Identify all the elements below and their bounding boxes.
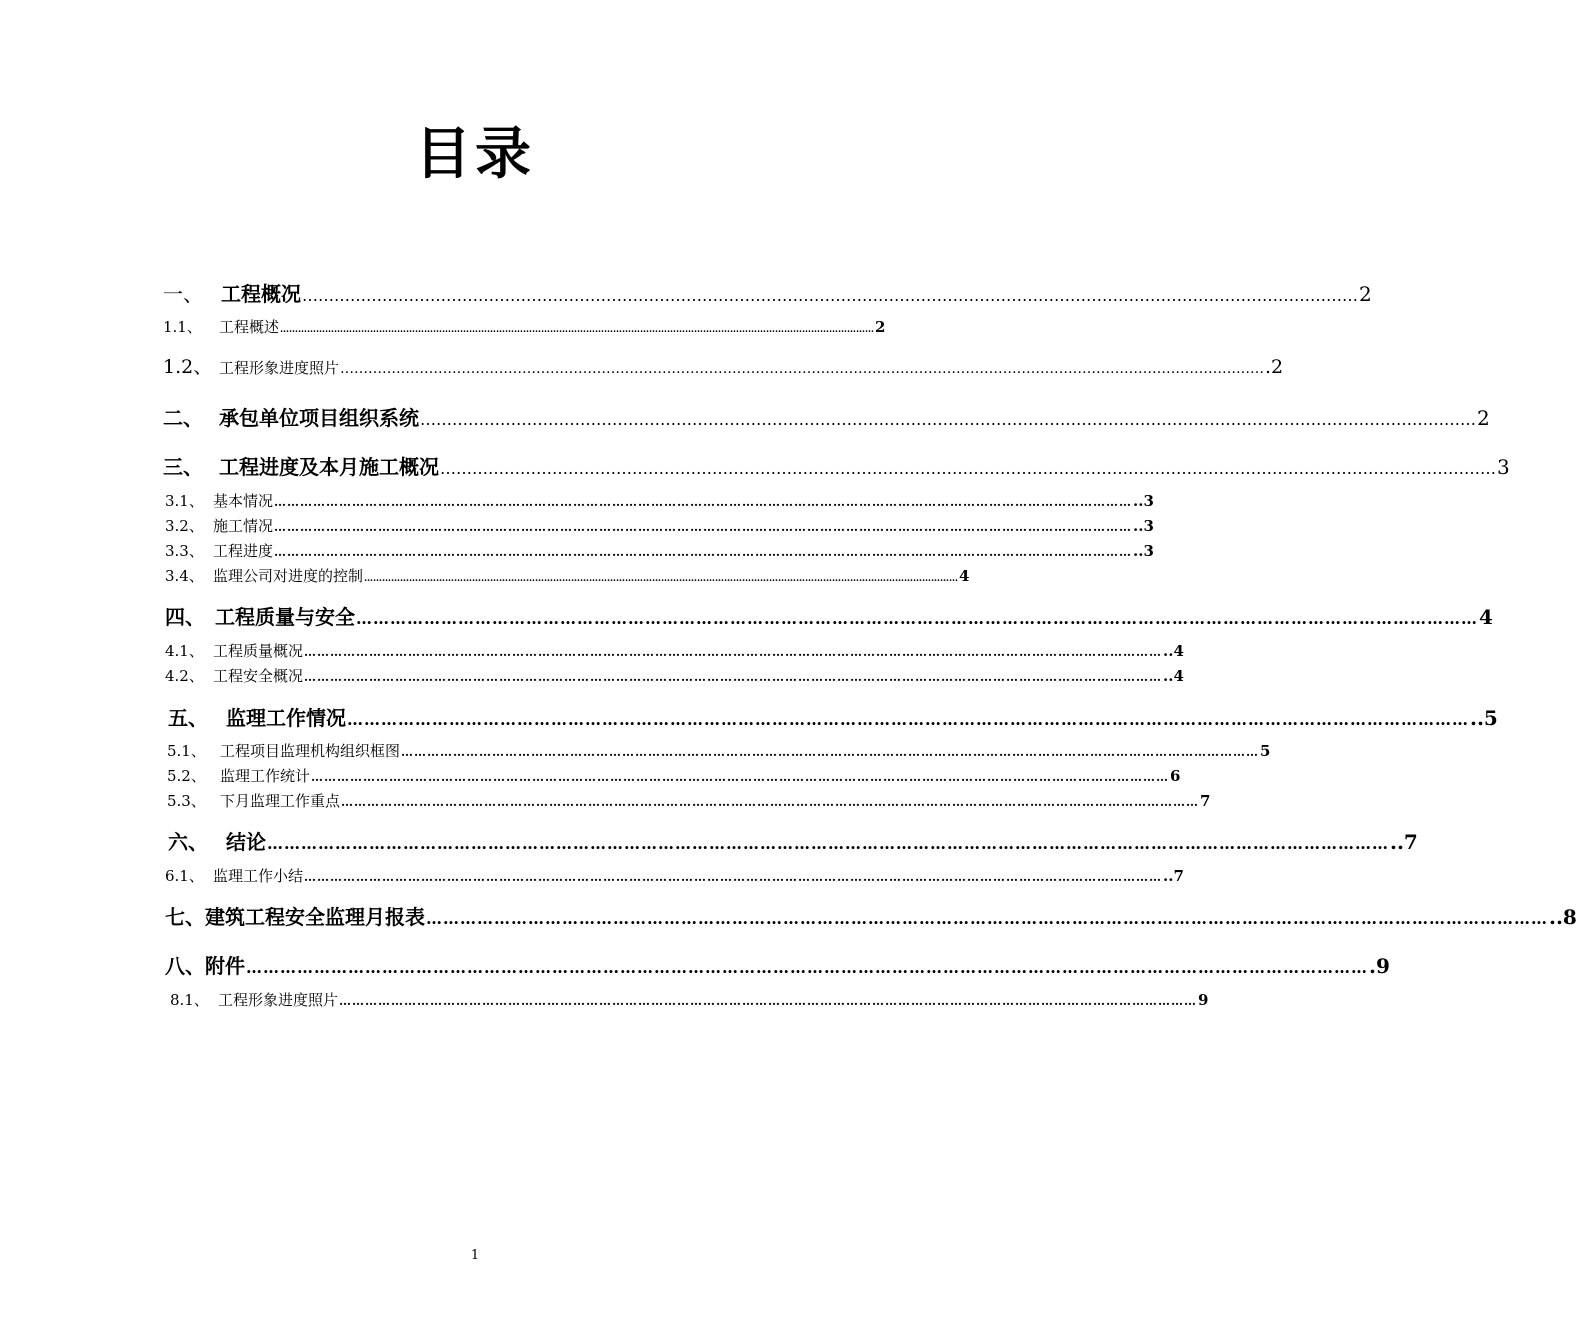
toc-number: 五、 bbox=[168, 706, 208, 730]
toc-page: ..3 bbox=[1133, 517, 1154, 535]
toc-label: 工程质量与安全 bbox=[215, 605, 355, 629]
toc-page: 2 bbox=[1359, 282, 1372, 306]
toc-leader: ……………………………………………………………………………………………………………………………………………………………………………… bbox=[426, 909, 1548, 928]
toc-entry-3[interactable] bbox=[163, 451, 1510, 480]
toc-label: 附件 bbox=[205, 954, 245, 978]
toc-number: 七、 bbox=[165, 905, 205, 929]
toc-number: 二、 bbox=[163, 406, 203, 430]
toc-label: 工程概况 bbox=[221, 282, 301, 306]
toc-entry-6-1[interactable] bbox=[165, 865, 1184, 886]
toc-number: 3.4、 bbox=[165, 567, 204, 585]
toc-entry-3-2[interactable] bbox=[165, 515, 1154, 536]
toc-page: 2 bbox=[1477, 406, 1490, 430]
toc-number: 八、 bbox=[165, 954, 205, 978]
toc-entry-3-1[interactable] bbox=[165, 490, 1154, 511]
toc-label: 监理工作小结 bbox=[213, 867, 304, 885]
toc-page: 2 bbox=[875, 318, 886, 336]
toc-number: 三、 bbox=[163, 455, 203, 479]
toc-label: 结论 bbox=[226, 830, 266, 854]
toc-label: 承包单位项目组织系统 bbox=[219, 406, 419, 430]
toc-label: 工程安全概况 bbox=[213, 667, 304, 685]
page-title: 目录 bbox=[415, 121, 535, 187]
toc-number: 3.2、 bbox=[165, 517, 204, 535]
toc-entry-3-3[interactable] bbox=[165, 540, 1154, 561]
toc-leader: ……………………………………………………………………………………………………………………………………………………………………………… bbox=[341, 795, 1200, 809]
toc-entry-4-1[interactable] bbox=[165, 640, 1184, 661]
toc-leader: ……………………………………………………………………………………………………………………………………………………………………………… bbox=[339, 994, 1198, 1008]
toc-page: 4 bbox=[1479, 605, 1493, 629]
toc-leader: ……………………………………………………………………………………………………………………………………………………………………………… bbox=[302, 286, 1358, 305]
toc-entry-1-1[interactable] bbox=[163, 316, 886, 337]
toc-entry-4-2[interactable] bbox=[165, 665, 1184, 686]
toc-number: 1.2、 bbox=[163, 356, 213, 378]
toc-page: 9 bbox=[1198, 991, 1209, 1009]
toc-label: 监理公司对进度的控制 bbox=[213, 567, 364, 585]
toc-number: 4.1、 bbox=[165, 642, 204, 660]
toc-entry-5[interactable] bbox=[168, 702, 1498, 731]
toc-number: 6.1、 bbox=[165, 867, 204, 885]
toc-leader: ……………………………………………………………………………………………………………………………………………………………………………… bbox=[304, 670, 1163, 684]
toc-number: 5.3、 bbox=[167, 792, 206, 810]
toc-label: 工程概述 bbox=[219, 318, 280, 336]
toc-entry-1[interactable] bbox=[163, 278, 1372, 307]
toc-page: .2 bbox=[1265, 356, 1284, 378]
toc-number: 3.1、 bbox=[165, 492, 204, 510]
toc-leader: ……………………………………………………………………………………………………………………………………………………………………………… bbox=[340, 361, 1265, 377]
toc-leader: ……………………………………………………………………………………………………………………………………………………………………………… bbox=[311, 770, 1170, 784]
toc-page: ..3 bbox=[1133, 492, 1154, 510]
toc-entry-8[interactable] bbox=[165, 950, 1390, 979]
toc-page: 5 bbox=[1260, 742, 1271, 760]
toc-entry-1-2[interactable] bbox=[163, 352, 1284, 379]
toc-number: 5.1、 bbox=[167, 742, 206, 760]
toc-page: 7 bbox=[1200, 792, 1211, 810]
toc-page: 3 bbox=[1497, 455, 1510, 479]
toc-leader: ……………………………………………………………………………………………………………………………………………………………………………… bbox=[356, 609, 1478, 628]
toc-entry-5-2[interactable] bbox=[167, 765, 1181, 786]
toc-page: ..8 bbox=[1549, 905, 1577, 929]
toc-label: 监理工作统计 bbox=[220, 767, 311, 785]
toc-leader: ……………………………………………………………………………………………………………………………………………………………………………… bbox=[304, 645, 1163, 659]
toc-page: ..3 bbox=[1133, 542, 1154, 560]
toc-leader: ……………………………………………………………………………………………………………………………………………………………………………… bbox=[420, 410, 1476, 429]
toc-number: 5.2、 bbox=[167, 767, 206, 785]
toc-label: 工程形象进度照片 bbox=[219, 359, 340, 377]
toc-entry-6[interactable] bbox=[168, 826, 1418, 855]
toc-leader: ……………………………………………………………………………………………………………………………………………………………………………… bbox=[246, 958, 1368, 977]
toc-leader: ……………………………………………………………………………………………………………………………………………………………………………… bbox=[274, 545, 1133, 559]
toc-label: 工程进度及本月施工概况 bbox=[219, 455, 439, 479]
toc-leader: ……………………………………………………………………………………………………………………………………………………………………………… bbox=[401, 745, 1260, 759]
toc-label: 下月监理工作重点 bbox=[220, 792, 341, 810]
toc-entry-5-1[interactable] bbox=[167, 740, 1271, 761]
toc-entry-2[interactable] bbox=[163, 402, 1490, 431]
page-number: 1 bbox=[470, 1248, 480, 1263]
toc-page: ..4 bbox=[1163, 642, 1184, 660]
toc-leader: ……………………………………………………………………………………………………………………………………………………………………………… bbox=[304, 870, 1163, 884]
toc-entry-7[interactable] bbox=[165, 901, 1577, 930]
toc-entry-3-4[interactable] bbox=[165, 565, 970, 586]
toc-label: 工程形象进度照片 bbox=[218, 991, 339, 1009]
toc-leader: ……………………………………………………………………………………………………………………………………………………………………………… bbox=[280, 325, 875, 335]
toc-number: 六、 bbox=[168, 830, 208, 854]
toc-label: 基本情况 bbox=[213, 492, 274, 510]
toc-page: ..7 bbox=[1163, 867, 1184, 885]
toc-leader: ……………………………………………………………………………………………………………………………………………………………………………… bbox=[274, 495, 1133, 509]
toc-page: ..5 bbox=[1470, 706, 1498, 730]
toc-label: 工程质量概况 bbox=[213, 642, 304, 660]
toc-entry-8-1[interactable] bbox=[170, 989, 1209, 1010]
toc-label: 施工情况 bbox=[213, 517, 274, 535]
toc-leader: ……………………………………………………………………………………………………………………………………………………………………………… bbox=[364, 574, 959, 584]
toc-label: 监理工作情况 bbox=[226, 706, 346, 730]
toc-page: .9 bbox=[1369, 954, 1390, 978]
toc-label: 建筑工程安全监理月报表 bbox=[205, 905, 425, 929]
toc-page: 4 bbox=[959, 567, 970, 585]
toc-page: ..4 bbox=[1163, 667, 1184, 685]
toc-number: 3.3、 bbox=[165, 542, 204, 560]
toc-number: 8.1、 bbox=[170, 991, 209, 1009]
toc-page: 6 bbox=[1170, 767, 1181, 785]
toc-leader: ……………………………………………………………………………………………………………………………………………………………………………… bbox=[274, 520, 1133, 534]
toc-number: 1.1、 bbox=[163, 318, 202, 336]
toc-leader: ……………………………………………………………………………………………………………………………………………………………………………… bbox=[347, 710, 1469, 729]
toc-number: 4.2、 bbox=[165, 667, 204, 685]
toc-leader: ……………………………………………………………………………………………………………………………………………………………………………… bbox=[440, 459, 1496, 478]
toc-label: 工程进度 bbox=[213, 542, 274, 560]
toc-entry-5-3[interactable] bbox=[167, 790, 1211, 811]
toc-entry-4[interactable] bbox=[165, 601, 1493, 630]
toc-number: 四、 bbox=[165, 605, 205, 629]
toc-label: 工程项目监理机构组织框图 bbox=[220, 742, 401, 760]
toc-page: ..7 bbox=[1390, 830, 1418, 854]
toc-number: 一、 bbox=[163, 282, 203, 306]
toc-leader: ……………………………………………………………………………………………………………………………………………………………………………… bbox=[267, 834, 1389, 853]
